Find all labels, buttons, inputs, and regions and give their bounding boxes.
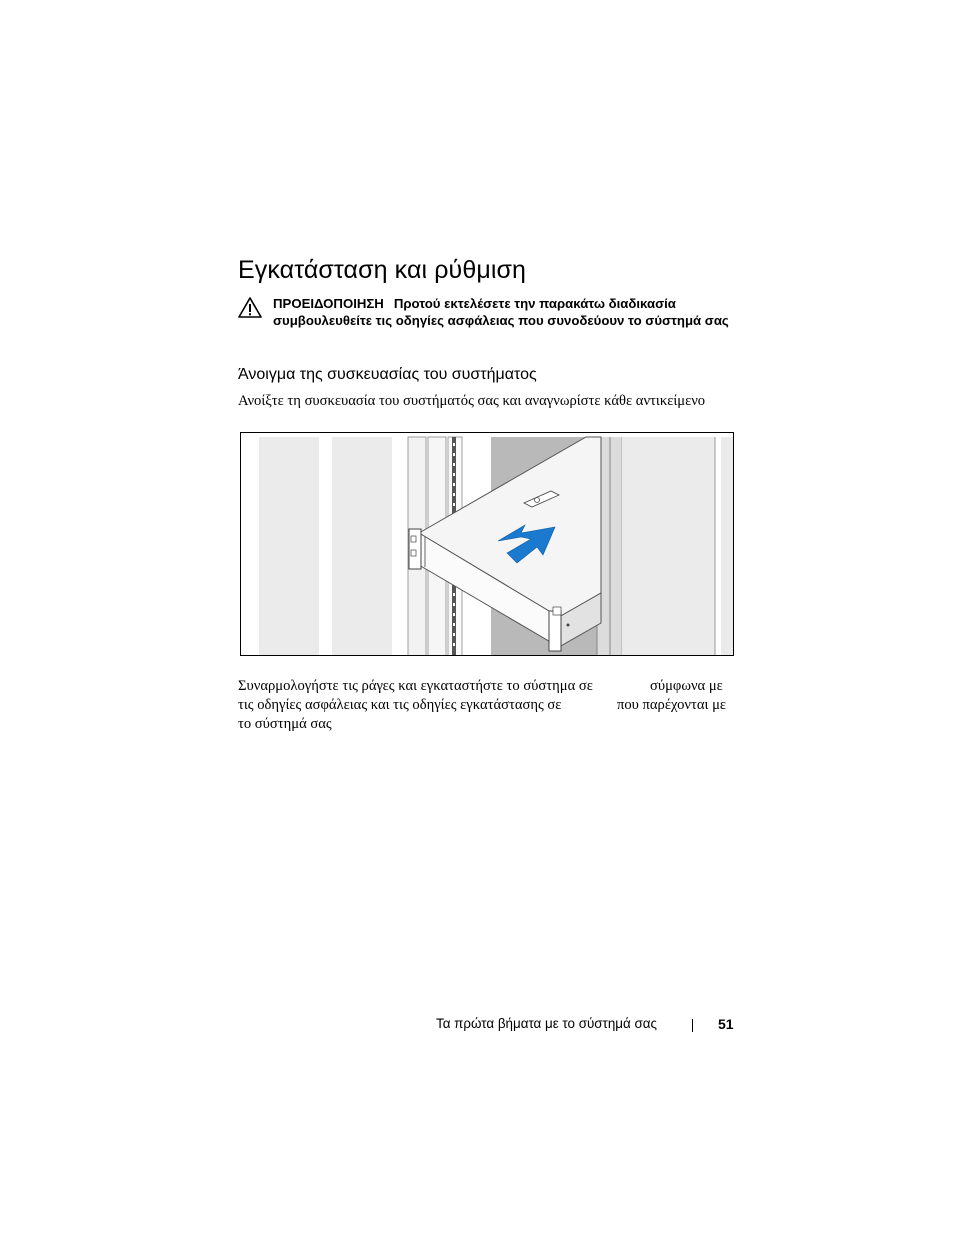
- warning-text: [273, 295, 738, 329]
- page-title: Εγκατάσταση και ρύθμιση: [238, 256, 527, 284]
- rails-text: τις οδηγίες ασφάλειας και τις οδηγίες εγκατάστασης σε: [238, 697, 562, 713]
- warning-triangle-icon: [238, 297, 262, 318]
- footer-title: Τα πρώτα βήματα με το σύστημά σας: [436, 1016, 657, 1031]
- rails-text: το σύστημά σας: [238, 716, 332, 732]
- server-rack-illustration: [240, 432, 734, 656]
- section-heading: Άνοιγμα της συσκευασίας του συστήματος: [238, 366, 537, 383]
- intro-paragraph: Ανοίξτε τη συσκευασία του συστήματός σας και αναγνωρίστε κάθε αντικείμενο: [238, 393, 706, 409]
- rails-text: σύμφωνα με: [650, 678, 723, 694]
- warning-note: [238, 295, 738, 329]
- page-number: 51: [718, 1016, 734, 1032]
- rails-paragraph: [238, 677, 735, 734]
- rails-text: που παρέχονται με: [617, 697, 727, 713]
- rails-text: Συναρμολογήστε τις ράγες και εγκαταστήστε το σύστημα σε: [238, 678, 593, 694]
- warning-label: ΠΡΟΕΙΔΟΠΟΙΗΣΗ: [273, 296, 384, 311]
- warning-body: Προτού εκτελέσετε την παρακάτω διαδικασία συμβουλευθείτε τις οδηγίες ασφάλειας που συνοδεύουν το σύστημά σας: [273, 296, 729, 328]
- footer-separator: [692, 1019, 693, 1032]
